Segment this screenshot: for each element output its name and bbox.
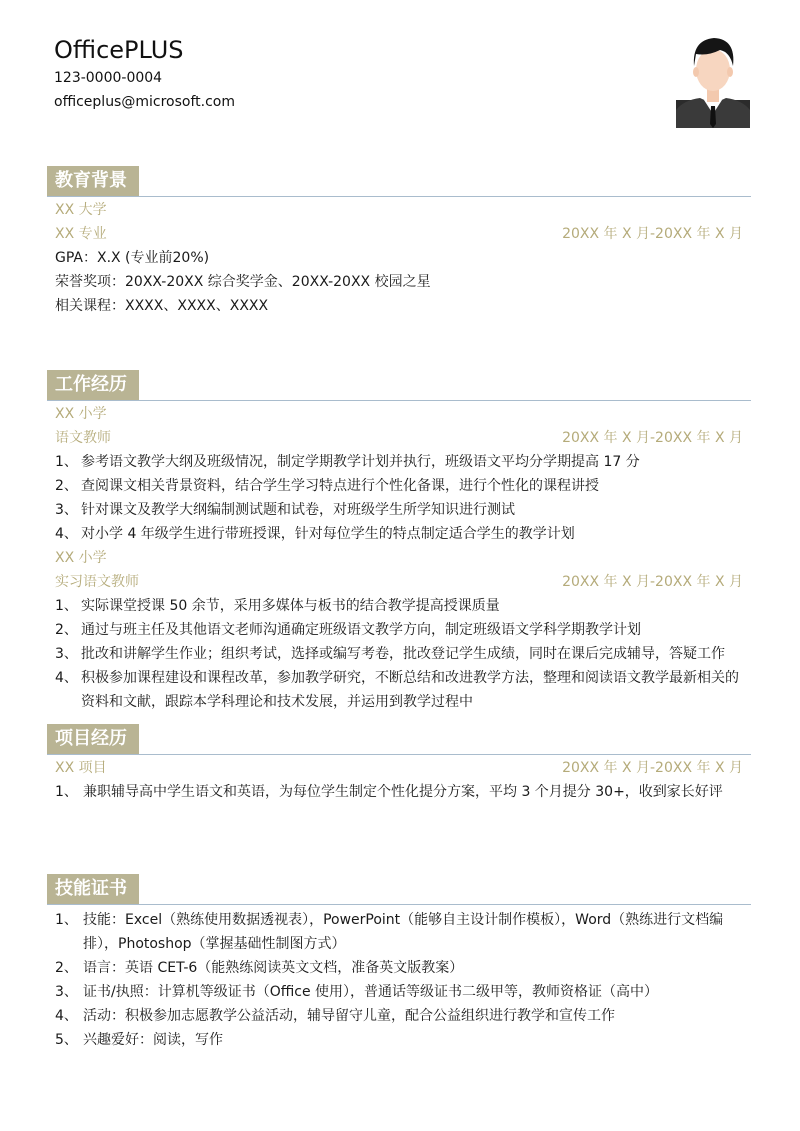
project-row [47,756,751,780]
item-number: 1、 [55,598,78,614]
employer-name: XX 小学 [55,550,107,566]
section-title: 项目经历 [47,724,139,754]
section-divider [47,196,751,197]
major-name: XX 专业 [55,226,107,242]
item-number: 2、 [55,478,78,494]
item-text: 批改和讲解学生作业；组织考试，选择或编写考卷，批改登记学生成绩，同时在课后完成辅导，答疑工作 [81,646,725,662]
item-number: 5、 [55,1032,78,1048]
list-item [47,666,751,714]
major-row [47,222,751,246]
item-text: 语言：英语 CET-6（能熟练阅读英文文档，准备英文版教案） [83,960,464,976]
item-number: 1、 [55,912,78,928]
list-item [47,780,751,804]
list-item [47,908,751,956]
list-item [47,498,751,522]
honors-line: 荣誉奖项：20XX-20XX 综合奖学金、20XX-20XX 校园之星 [55,274,431,290]
education-section [47,166,751,318]
school-name: XX 大学 [55,202,107,218]
item-text: 针对课文及教学大纲编制测试题和试卷，对班级学生所学知识进行测试 [81,502,515,518]
item-number: 1、 [55,784,78,800]
item-number: 3、 [55,646,78,662]
section-divider [47,904,751,905]
item-text: 技能：Excel（熟练使用数据透视表），PowerPoint（能够自主设计制作模板），Word（熟练进行文档编排），Photoshop（掌握基础性制图方式） [83,912,724,952]
section-divider [47,400,751,401]
project-heading [47,724,751,756]
item-text: 兴趣爱好：阅读，写作 [83,1032,223,1048]
job-role: 实习语文教师 [55,574,139,590]
item-number: 4、 [55,670,78,686]
item-number: 2、 [55,622,78,638]
item-number: 3、 [55,984,78,1000]
section-title: 工作经历 [47,370,139,400]
list-item [47,450,751,474]
item-text: 兼职辅导高中学生语文和英语，为每位学生制定个性化提分方案，平均 3 个月提分 30+，收到家长好评 [83,784,723,800]
resume-header [54,34,235,114]
employer-name: XX 小学 [55,406,107,422]
item-number: 4、 [55,1008,78,1024]
list-item [47,1004,751,1028]
project-name: XX 项目 [55,760,107,776]
item-number: 1、 [55,454,78,470]
work-heading [47,370,751,402]
list-item [47,594,751,618]
list-item [47,980,751,1004]
item-text: 活动：积极参加志愿教学公益活动，辅导留守儿童，配合公益组织进行教学和宣传工作 [83,1008,615,1024]
section-title: 技能证书 [47,874,139,904]
item-number: 2、 [55,960,78,976]
item-number: 4、 [55,526,78,542]
courses-line: 相关课程：XXXX、XXXX、XXXX [55,298,269,314]
email-address: officeplus@microsoft.com [54,94,235,110]
job-date: 20XX 年 X 月-20XX 年 X 月 [562,430,743,446]
item-text: 参考语文教学大纲及班级情况，制定学期教学计划并执行，班级语文平均分学期提高 17 分 [81,454,640,470]
work-section [47,370,751,714]
item-number: 3、 [55,502,78,518]
job-role-row [47,426,751,450]
list-item [47,956,751,980]
list-item [47,618,751,642]
list-item [47,474,751,498]
list-item [47,522,751,546]
item-text: 查阅课文相关背景资料，结合学生学习特点进行个性化备课，进行个性化的课程讲授 [81,478,599,494]
item-text: 证书/执照：计算机等级证书（Office 使用），普通话等级证书二级甲等，教师资格证（高中） [83,984,659,1000]
skills-heading [47,874,751,906]
phone-number: 123-0000-0004 [54,70,163,86]
project-date: 20XX 年 X 月-20XX 年 X 月 [562,760,743,776]
education-heading [47,166,751,198]
gpa-line: GPA：X.X (专业前20%) [55,250,210,266]
list-item [47,1028,751,1052]
list-item [47,642,751,666]
job-role: 语文教师 [55,430,111,446]
education-date: 20XX 年 X 月-20XX 年 X 月 [562,226,743,242]
item-text: 通过与班主任及其他语文老师沟通确定班级语文教学方向，制定班级语文学科学期教学计划 [81,622,641,638]
candidate-name: OfficePLUS [54,36,184,64]
project-section [47,724,751,804]
item-text: 对小学 4 年级学生进行带班授课，针对每位学生的特点制定适合学生的教学计划 [81,526,575,542]
skills-section [47,874,751,1052]
job-role-row [47,570,751,594]
job-date: 20XX 年 X 月-20XX 年 X 月 [562,574,743,590]
item-text: 积极参加课程建设和课程改革，参加教学研究，不断总结和改进教学方法，整理和阅读语文教学最新相关的资料和文献，跟踪本学科理论和技术发展，并运用到教学过程中 [81,670,739,710]
person-avatar-icon [676,30,750,128]
item-text: 实际课堂授课 50 余节，采用多媒体与板书的结合教学提高授课质量 [81,598,500,614]
section-title: 教育背景 [47,166,139,196]
section-divider [47,754,751,755]
